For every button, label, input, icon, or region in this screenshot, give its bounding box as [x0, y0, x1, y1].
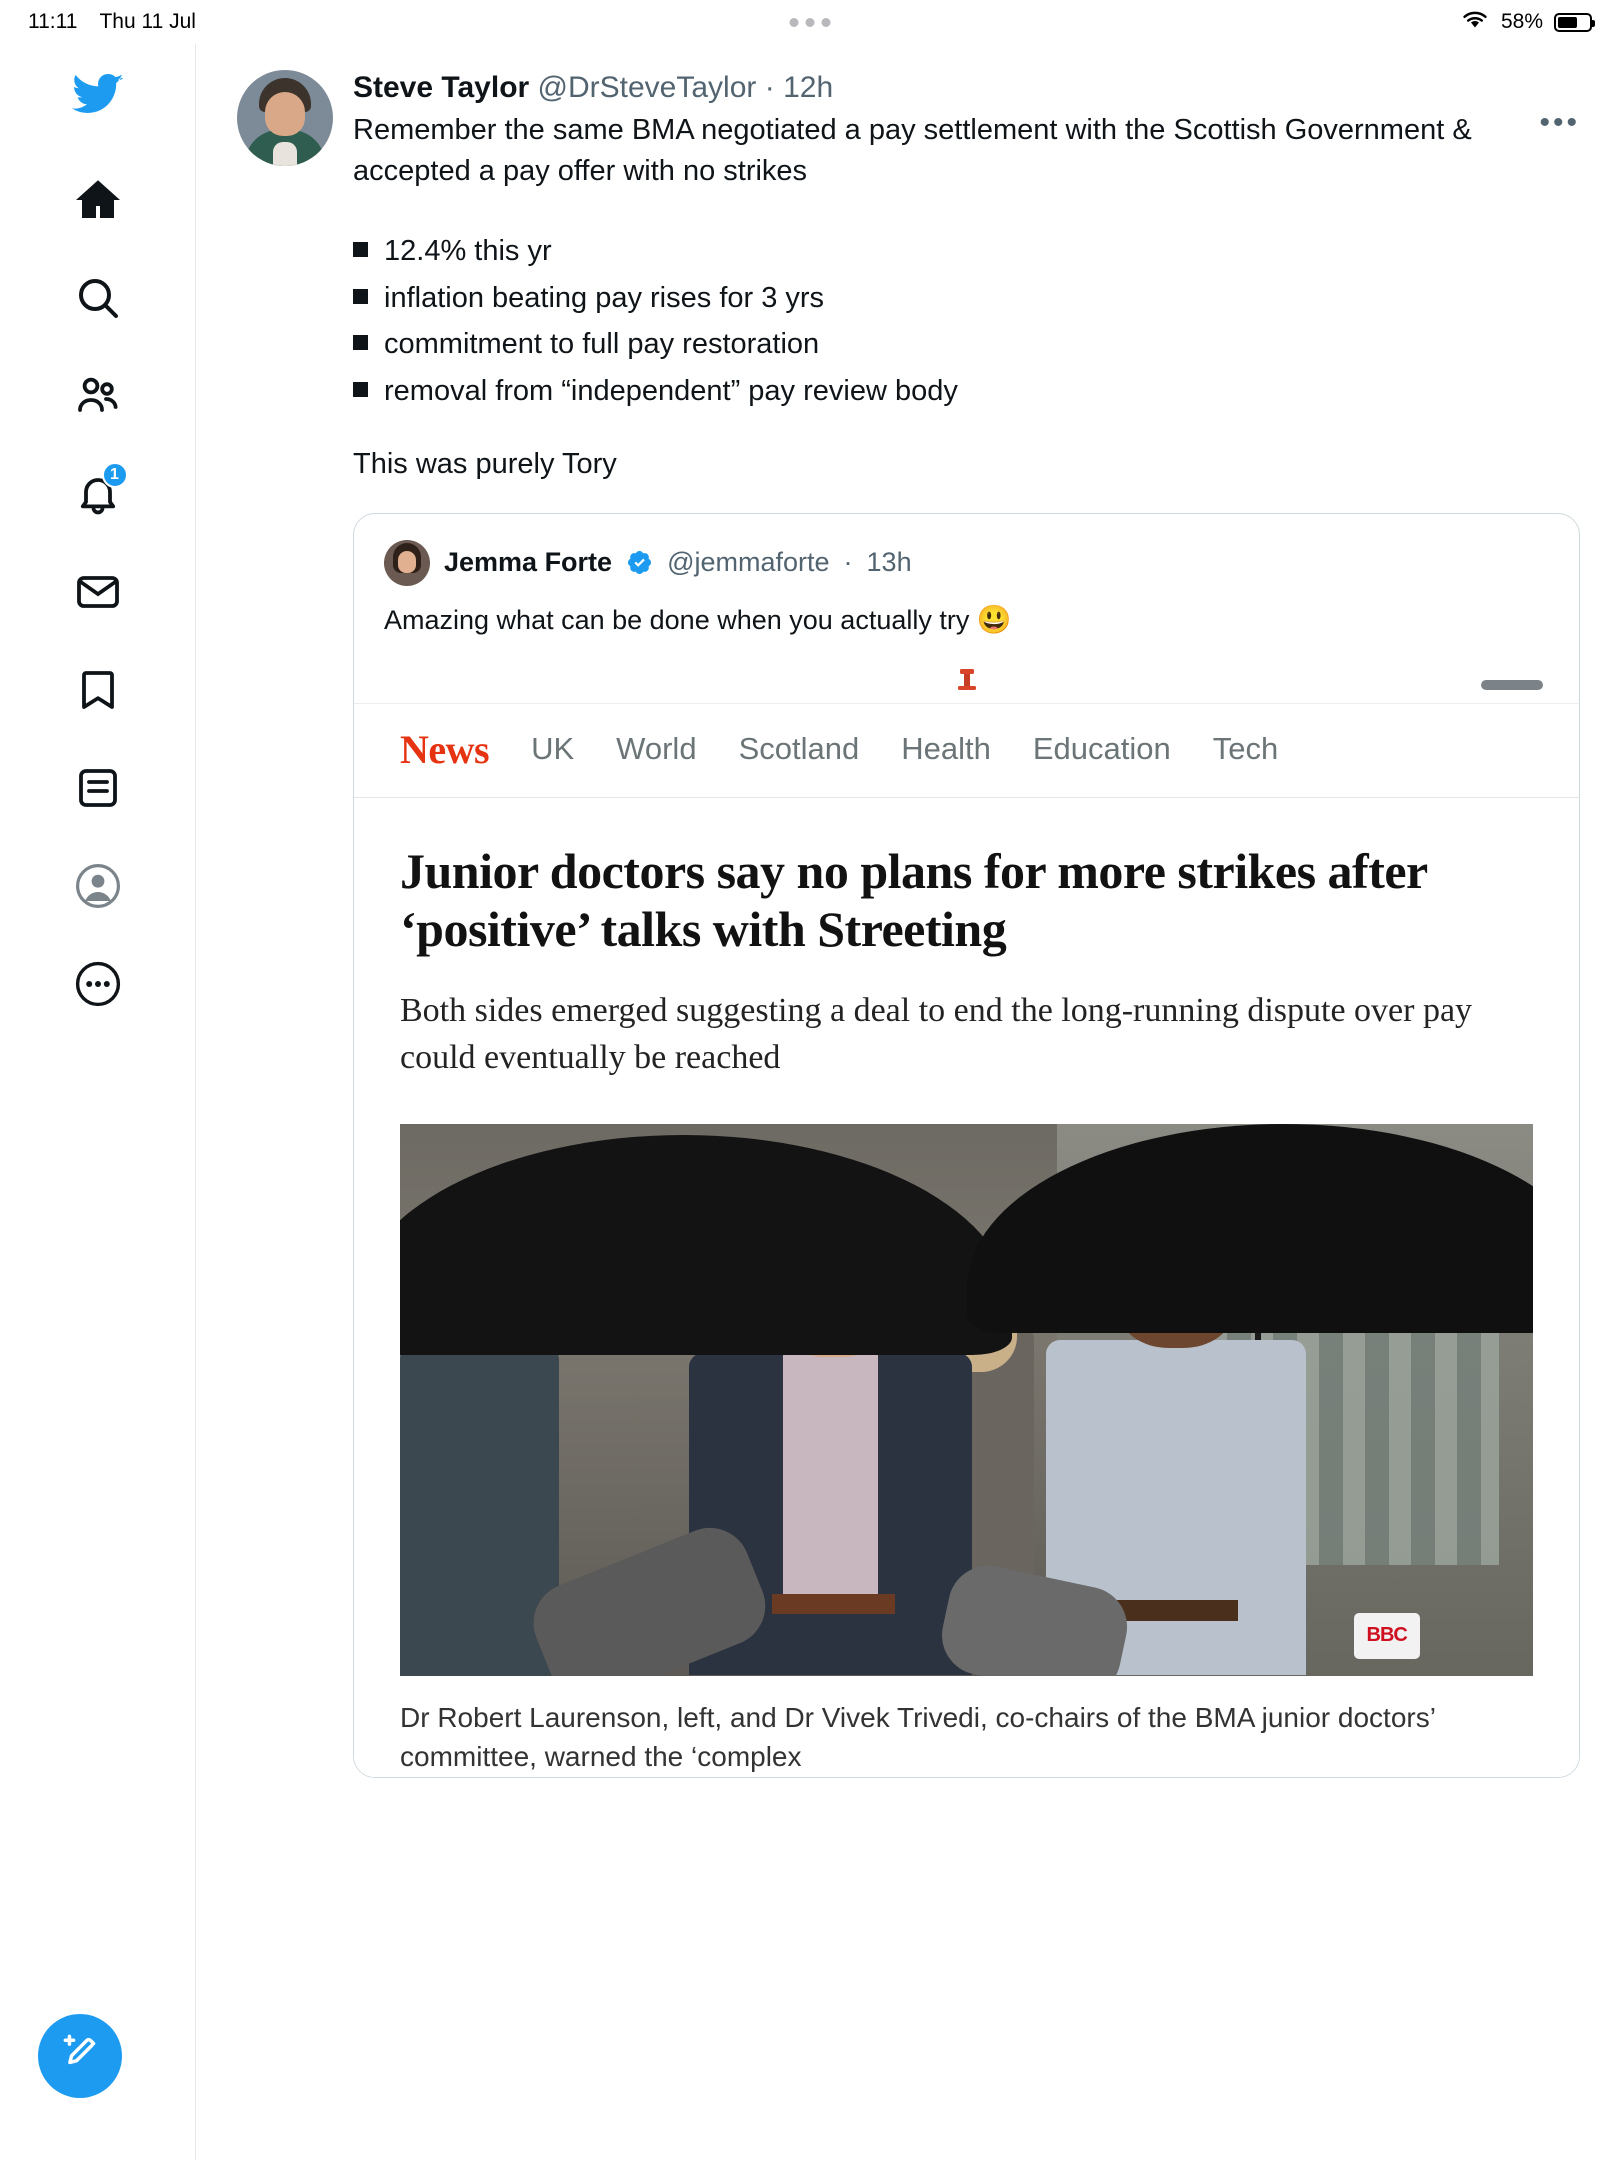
lists-icon	[74, 764, 122, 817]
verified-badge-icon	[626, 549, 653, 576]
status-bar-left	[28, 10, 196, 34]
tweet-header	[237, 70, 1580, 1778]
sidebar-item-home[interactable]	[56, 160, 140, 244]
article-nav-uk[interactable]: UK	[531, 731, 575, 767]
communities-icon	[74, 372, 122, 425]
tweet-closing-text: This was purely Tory	[353, 447, 617, 480]
quoted-text-body: Amazing what can be done when you actually try	[384, 604, 970, 635]
home-icon	[74, 176, 122, 229]
tweet-display-name[interactable]: Steve Taylor	[353, 71, 530, 104]
notifications-badge: 1	[102, 462, 128, 488]
article-photo	[400, 1124, 1533, 1676]
profile-icon	[74, 862, 122, 915]
pin-icon	[956, 668, 978, 694]
article-screenshot	[354, 662, 1579, 1777]
article-top-strip	[354, 662, 1579, 704]
article-photo-caption: Dr Robert Laurenson, left, and Dr Vivek Trivedi, co-chairs of the BMA junior doctors’ committee, warned the ‘complex	[354, 1676, 1579, 1778]
timeline[interactable]	[197, 44, 1620, 2160]
quoted-tweet-text	[354, 586, 1579, 640]
tweet-author-line	[353, 70, 1580, 106]
bullet-square-icon	[353, 289, 368, 304]
list-item	[353, 275, 1580, 321]
article-nav-world[interactable]: World	[616, 731, 697, 767]
dot-icon	[790, 18, 799, 27]
smiley-emoji: 😃	[976, 603, 1012, 635]
sidebar-item-profile[interactable]	[56, 846, 140, 930]
quoted-tweet-header	[354, 514, 1579, 586]
list-item	[353, 368, 1580, 414]
quoted-separator: ·	[843, 547, 853, 578]
list-item	[353, 321, 1580, 367]
sidebar-item-lists[interactable]	[56, 748, 140, 832]
article-standfirst: Both sides emerged suggesting a deal to end the long-running dispute over pay could eventually be reached	[400, 991, 1473, 1076]
article-headline: Junior doctors say no plans for more strikes after ‘positive’ talks with Streeting	[400, 842, 1427, 957]
quoted-timestamp: 13h	[866, 547, 912, 578]
sidebar-item-communities[interactable]	[56, 356, 140, 440]
wifi-icon	[1460, 8, 1490, 36]
twitter-logo-icon	[72, 68, 124, 125]
article-content	[354, 798, 1579, 1676]
status-time: 11:11	[28, 10, 78, 33]
dot-icon	[822, 18, 831, 27]
article-nav-scotland[interactable]: Scotland	[738, 731, 860, 767]
bullet-square-icon	[353, 242, 368, 257]
search-icon	[74, 274, 122, 327]
dot-icon	[806, 18, 815, 27]
status-date: Thu 11 Jul	[99, 10, 196, 33]
article-nav-education[interactable]: Education	[1032, 731, 1171, 767]
bullet-square-icon	[353, 382, 368, 397]
bullet-text: removal from “independent” pay review body	[384, 374, 958, 407]
sidebar-item-messages[interactable]	[56, 552, 140, 636]
bullet-square-icon	[353, 335, 368, 350]
photo-broadcaster-badge: BBC	[1354, 1613, 1420, 1659]
quoted-tweet[interactable]	[353, 513, 1580, 1778]
article-brand-news[interactable]: News	[400, 726, 490, 772]
status-bar-handle	[790, 18, 831, 27]
bullet-text: inflation beating pay rises for 3 yrs	[384, 281, 825, 314]
status-bar-right	[1460, 8, 1592, 36]
avatar[interactable]	[237, 70, 333, 166]
sidebar	[0, 44, 196, 2160]
sidebar-item-twitter-logo[interactable]	[56, 54, 140, 138]
bookmark-icon	[74, 666, 122, 719]
bullet-text: 12.4% this yr	[384, 235, 552, 268]
sidebar-item-bookmarks[interactable]	[56, 650, 140, 734]
mail-icon	[74, 568, 122, 621]
compose-tweet-button[interactable]	[38, 2014, 122, 2098]
quoted-media-screenshot[interactable]	[354, 662, 1579, 1777]
article-nav-health[interactable]: Health	[901, 731, 991, 767]
more-circle-icon	[74, 960, 122, 1013]
tweet-text: Remember the same BMA negotiated a pay settlement with the Scottish Government & accepted a pay offer with no strikes	[353, 114, 1480, 188]
battery-percent: 58%	[1500, 10, 1543, 33]
battery-icon	[1554, 13, 1592, 32]
drag-handle[interactable]	[1481, 680, 1543, 690]
sidebar-item-notifications[interactable]	[56, 454, 140, 538]
tweet-handle[interactable]: @DrSteveTaylor	[537, 71, 757, 104]
status-bar	[0, 0, 1620, 44]
tweet	[197, 44, 1620, 1778]
bullet-text: commitment to full pay restoration	[384, 328, 820, 361]
quoted-display-name[interactable]: Jemma Forte	[444, 547, 613, 578]
article-nav-tech[interactable]: Tech	[1212, 731, 1279, 767]
sidebar-item-explore[interactable]	[56, 258, 140, 342]
quoted-avatar[interactable]	[384, 540, 430, 586]
tweet-separator: ·	[764, 71, 775, 104]
quoted-handle[interactable]: @jemmaforte	[667, 547, 830, 578]
article-nav-bar[interactable]	[354, 704, 1579, 798]
tweet-timestamp[interactable]: 12h	[783, 71, 834, 104]
tweet-bullet-list	[353, 228, 1580, 414]
compose-icon	[58, 2032, 102, 2081]
sidebar-item-more[interactable]	[56, 944, 140, 1028]
list-item	[353, 228, 1580, 274]
tweet-more-button[interactable]: •••	[1539, 106, 1580, 139]
